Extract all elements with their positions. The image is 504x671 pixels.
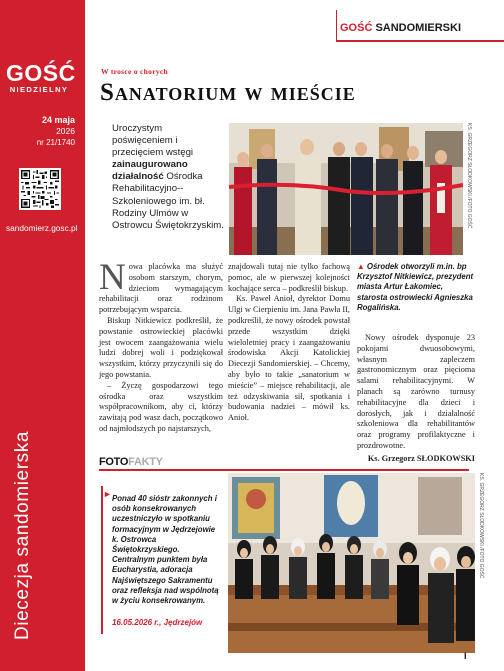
page-number: I [464, 651, 467, 661]
article-headline: Sanatorium w mieście [100, 79, 356, 106]
drop-cap: N [99, 257, 126, 298]
arrow-up-icon: ▲ [357, 262, 365, 271]
nuns-chapel-photo[interactable] [228, 473, 475, 653]
article-column-1 [99, 257, 223, 435]
header-divider [336, 10, 337, 40]
photo-caption [357, 262, 475, 313]
header-rule [336, 40, 504, 42]
header-brand-black: SANDOMIERSKI [372, 22, 462, 34]
issue-info [37, 115, 75, 148]
lead-bold: zainaugurowano działalność [112, 159, 188, 183]
issue-date: 24 maja [41, 115, 75, 125]
header-brand-red: GOŚĆ [340, 22, 373, 34]
photo-credit: KS. GRZEGORZ SŁODKOWSKI /FOTO GOŚĆ [466, 123, 472, 229]
paragraph: znajdowali tutaj nie tylko fachową pomoc, ale w pierwszej kolejności kochające serca – podkreślił biskup. [228, 262, 350, 293]
lead-part1: Uroczystym poświęceniem i przecięciem wstęgi [112, 123, 194, 159]
paragraph: Nowy ośrodek dysponuje 23 pokojami dwuosobowymi, własnym zapleczem gastronomicznym oraz pięcioma salami rehabilitacyjnymi. W planach są zarówno turnusy rehabilitacyjne dla dzieci i dorosłych, jak i działalność szkoleniowa dla rehabilitantów oraz programy profilaktyczne i prozdrowotne. [357, 333, 475, 450]
article-lead [112, 123, 224, 232]
foto-label: FOTO [99, 456, 129, 468]
foto-fakty-label [99, 456, 163, 468]
article-column-2 [228, 262, 350, 424]
arrow-right-icon: ► [103, 489, 112, 499]
qr-code-icon[interactable] [19, 168, 61, 210]
site-url-link[interactable]: sandomierz.gosc.pl [6, 223, 78, 233]
paragraph: Biskup Nitkiewicz podkreślił, że powstanie ostrowieckiej placówki jest owocem zaangażowania wielu ludzi dobrej woli i podziękował wszystkim, którzy przyczynili się do jego powstania. [99, 315, 223, 379]
section-header [340, 22, 461, 34]
paragraph: – Życzę gospodarzowi tego ośrodka oraz wszystkim współpracownikom, aby ci, którzy zawitają pod wasz dach, początkowo od najmłodszych po najstarszych, [99, 380, 223, 433]
logo-sub-text: NIEDZIELNY [9, 85, 69, 94]
foto-fakty-rule [99, 469, 469, 471]
photo-credit: KS. GRZEGORZ SŁODKOWSKI /FOTO GOŚĆ [478, 473, 484, 579]
ribbon-cutting-photo[interactable] [229, 123, 463, 255]
fakty-label: FAKTY [128, 456, 163, 468]
logo-main-text: GOŚĆ [6, 60, 76, 86]
article-column-3 [357, 333, 475, 465]
issue-number: nr 21/1740 [36, 138, 75, 147]
author-signature: Ks. Grzegorz SŁODKOWSKI [367, 453, 475, 463]
foto-fakty-text: Ponad 40 sióstr zakonnych i osób konsekrowanych uczestniczyło w spotkaniu formacyjnym w Jędrzejowie k. Ostrowca Świętokrzyskiego. Centralnym punktem była Eucharystia, adoracja Najświętszego Sakramentu oraz refleksja nad wspólnotą w życiu konsekrowanym. [112, 494, 219, 606]
caption-text: Ośrodek otworzyli m.in. bp Krzysztof Nitkiewicz, prezydent miasta Artur Łakomiec, starosta ostrowiecki Agnieszka Rogalińska. [357, 262, 474, 312]
paragraph: Ks. Paweł Anioł, dyrektor Domu Ulgi w Cierpieniu im. Jana Pawła II, podkreślił, że nowy ośrodek powstał przede wszystkim dzięki wieloletniej pracy i zaangażowaniu środowiska Akcji Katolickiej Diecezji Sandomierskiej. – Chcemy, aby było to takie „sanatorium w mieście” – miejsce rehabilitacji, ale też odzyskiwania sił, spotkania i budowania nadziei – mówił ks. Anioł. [228, 294, 350, 423]
foto-fakty-header [99, 456, 469, 470]
vertical-section-title: Diecezja sandomierska [12, 430, 33, 640]
paragraph-text: owa placówka ma służyć osobom starszym, chorym, dzieciom wymagającym rehabilitacji oraz rodzinom potrzebującym wsparcia. [99, 262, 223, 315]
paragraph [99, 257, 223, 316]
lead-part2: Ośrodka Rehabilitacyjno--Szkoleniowego im. bł. Rodziny Ulmów w Ostrowcu Świętokrzyskim. [112, 171, 224, 231]
magazine-logo[interactable] [6, 60, 76, 100]
issue-year: 2026 [56, 126, 75, 136]
foto-fakty-date-place: 16.05.2026 r., Jędrzejów [112, 618, 203, 627]
article-kicker: W trosce o chorych [101, 67, 168, 76]
sidebar [0, 0, 85, 671]
